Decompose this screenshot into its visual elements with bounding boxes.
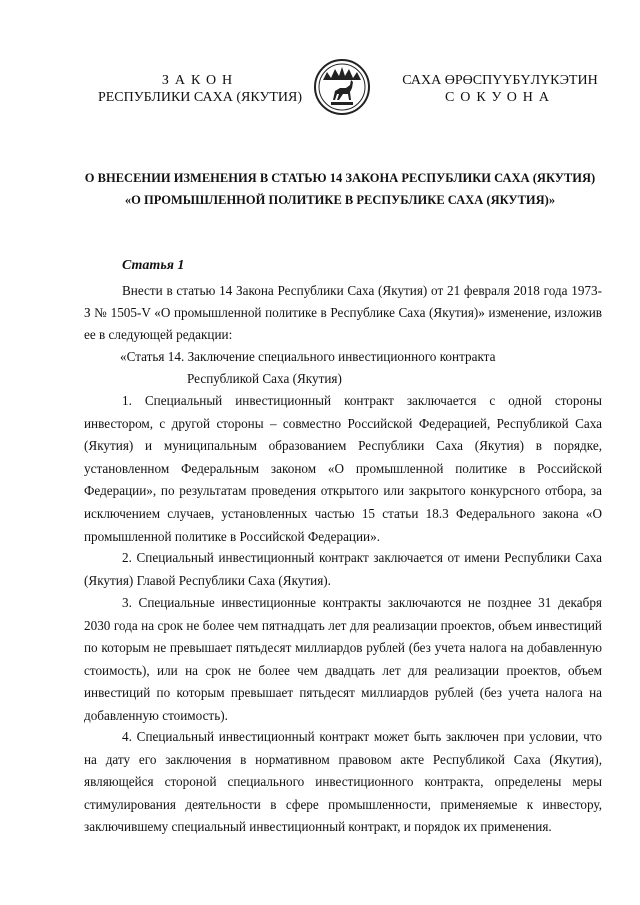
law-title (60, 167, 620, 211)
quoted-heading-line1: «Статья 14. Заключение специального инвестиционного контракта (120, 349, 496, 364)
header-left-line2: РЕСПУБЛИКИ САХА (ЯКУТИЯ) (97, 90, 303, 105)
coat-of-arms-sakha-icon (313, 58, 371, 116)
header-left-line1: ЗАКОН (161, 73, 239, 88)
quoted-article-heading (120, 346, 590, 390)
law-title-line2: «О ПРОМЫШЛЕННОЙ ПОЛИТИКЕ В РЕСПУБЛИКЕ САХА (ЯКУТИЯ)» (124, 193, 556, 207)
header-left (95, 72, 305, 106)
paragraph-4: 4. Специальный инвестиционный контракт может быть заключен при условии, что на дату его заключения в нормативном правовом акте Республикой Саха (Якутия), являющейся стороной специального инвестиционного контракта, определены меры стимулирования деятельности в сфере промышленности, применяемые к инвестору, заключившему специальный инвестиционный контракт, и порядок их применения. (84, 729, 602, 835)
quoted-heading-line2: Республикой Саха (Якутия) (187, 371, 342, 386)
header-right (390, 72, 610, 106)
header-right-line1: САХА ӨРӨСПҮҮБҮЛҮКЭТИН (402, 73, 598, 88)
paragraph-1: 1. Специальный инвестиционный контракт заключается с одной стороны инвестором, с другой стороны – совместно Российской Федерацией, Республикой Саха (Якутия) и муниципальным образованием Республики Саха (Якутия) в порядке, установленном Федеральным законом «О промышленной политике в Российской Федерации», по результатам проведения открытого или закрытого конкурсного отбора, за исключением случаев, установленных частью 15 статьи 18.3 Федерального закона «О промышленной политике в Российской Федерации». (84, 393, 602, 544)
article-heading: Статья 1 (122, 258, 185, 273)
header-right-line2: СОКУОНА (444, 90, 556, 105)
paragraph-2: 2. Специальный инвестиционный контракт заключается от имени Республики Саха (Якутия) Главой Республики Саха (Якутия). (84, 550, 602, 588)
paragraph-3: 3. Специальные инвестиционные контракты заключаются не позднее 31 декабря 2030 года на срок не более чем пятнадцать лет для реализации проектов, объем инвестиций по которым не превышает пятьдесят миллиардов рублей (без учета налога на добавленную стоимость), или на срок не более чем двадцать лет для реализации проектов, объем инвестиций по которым превышает пятьдесят миллиардов рублей (без учета налога на добавленную стоимость). (84, 595, 602, 723)
article-intro: Внести в статью 14 Закона Республики Саха (Якутия) от 21 февраля 2018 года 1973-З № 1505-V «О промышленной политике в Республике Саха (Якутия)» изменение, изложив ее в следующей редакции: (84, 283, 602, 342)
law-title-line1: О ВНЕСЕНИИ ИЗМЕНЕНИЯ В СТАТЬЮ 14 ЗАКОНА РЕСПУБЛИКИ САХА (ЯКУТИЯ) (84, 171, 596, 185)
